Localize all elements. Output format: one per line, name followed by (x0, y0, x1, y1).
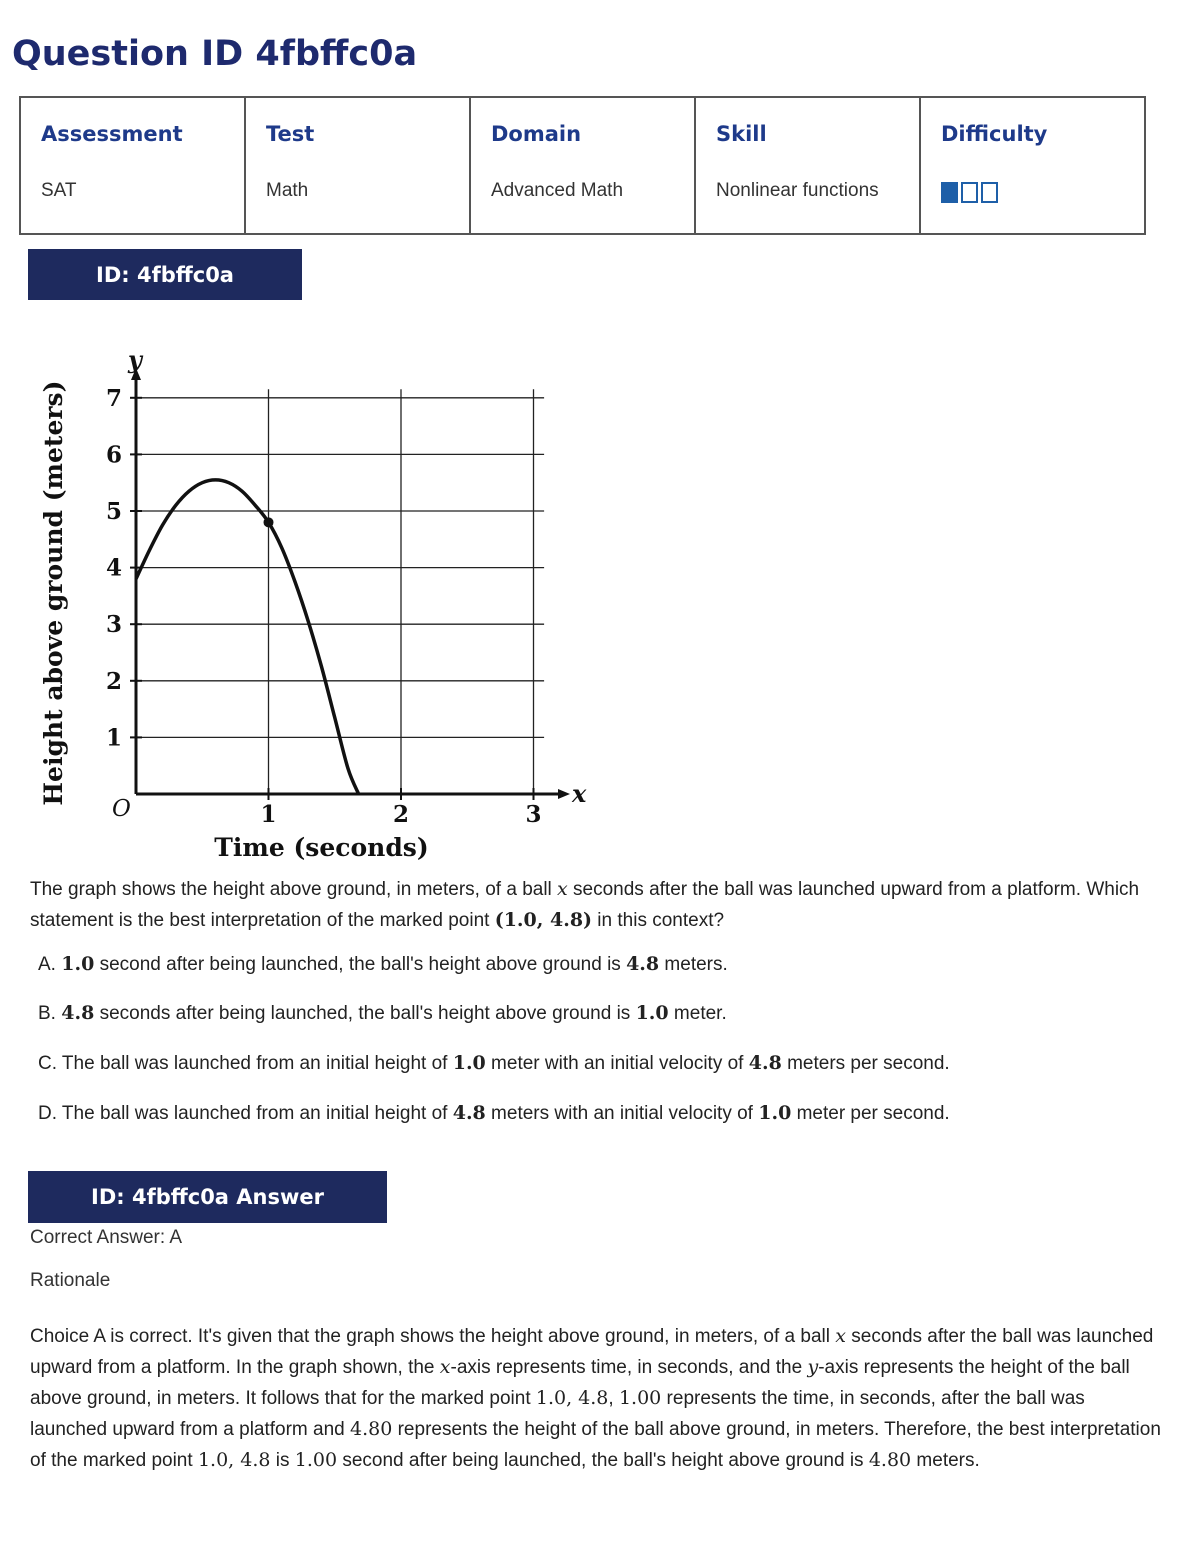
rationale-part: represents the time, in seconds, after the ball was launched upward from a platform and (30, 1388, 1085, 1440)
choice-number: 1.0 (61, 953, 95, 975)
difficulty-cell (920, 97, 1145, 234)
choice-text: The ball was launched from an initial height of (57, 1103, 453, 1124)
x-axis-arrow (558, 789, 570, 799)
choice-text: The ball was launched from an initial height of (57, 1053, 453, 1074)
rationale-math: 4.80 (868, 1449, 912, 1471)
question-id-banner: ID: 4fbffc0a (28, 249, 302, 300)
rationale-math: 1.00 (294, 1449, 338, 1471)
marked-point (264, 517, 274, 527)
x-tick-label: 2 (392, 801, 410, 828)
choice-number: 1.0 (635, 1002, 669, 1024)
y-tick-label: 5 (105, 498, 122, 525)
choice-text: second after being launched, the ball's height above ground is (94, 954, 627, 975)
rationale-part: second after being launched, the ball's height above ground is (337, 1450, 869, 1471)
choice-text: meters. (659, 954, 728, 975)
question-text-part: in this context? (592, 910, 725, 931)
choice-number: 4.8 (626, 953, 660, 975)
rationale-part: meters. (911, 1450, 980, 1471)
rationale-math: 1.0, 4.8 (197, 1449, 271, 1471)
choice-number: 1.0 (758, 1102, 792, 1124)
choice-letter: B. (38, 1003, 56, 1024)
question-metadata-table (19, 96, 1146, 235)
page-title: Question ID 4fbffc0a (12, 34, 418, 74)
y-tick-label: 4 (105, 554, 122, 582)
y-tick-label: 6 (105, 441, 122, 469)
choice-text: meter per second. (791, 1103, 950, 1124)
rationale-text (30, 1321, 1165, 1476)
skill-cell (695, 97, 920, 234)
y-tick-label: 3 (105, 611, 122, 639)
rationale-math: 1.0, 4.8 (535, 1387, 609, 1409)
rationale-part: -axis represents time, in seconds, and the (450, 1357, 808, 1378)
answer-id-banner: ID: 4fbffc0a Answer (28, 1171, 387, 1223)
choice-text: meter. (668, 1003, 727, 1024)
domain-cell (470, 97, 695, 234)
x-axis-symbol: x (572, 779, 587, 808)
question-text-part: seconds after the ball was launched upward from a platform. Which statement is the best interpretation of the marked point (30, 879, 1140, 931)
choice-number: 4.8 (61, 1002, 95, 1024)
rationale-variable: x (835, 1325, 846, 1347)
rationale-part: -axis represents the height of the ball above ground, in meters. It follows that for the marked point (30, 1357, 1130, 1409)
rationale-math: 4.80 (350, 1418, 393, 1440)
rationale-variable: y (807, 1356, 819, 1378)
test-cell (245, 97, 470, 234)
question-text (30, 874, 1140, 936)
choice-text: seconds after being launched, the ball's height above ground is (94, 1003, 636, 1024)
choice-number: 4.8 (748, 1052, 782, 1074)
assessment-value: SAT (41, 180, 77, 201)
question-point: (1.0, 4.8) (494, 909, 593, 931)
choice-c[interactable] (38, 1052, 950, 1075)
question-variable: x (557, 878, 568, 900)
correct-answer: Correct Answer: A (30, 1227, 183, 1248)
choice-text: meters with an initial velocity of (485, 1103, 759, 1124)
origin-label: O (112, 796, 131, 822)
rationale-variable: x (439, 1356, 451, 1378)
rationale-part: , (608, 1388, 619, 1409)
rationale-part: Choice A is correct. It's given that the graph shows the height above ground, in meters, of a ball (30, 1326, 836, 1347)
difficulty-box (941, 182, 958, 203)
skill-value: Nonlinear functions (716, 180, 879, 201)
choice-b[interactable] (38, 1002, 727, 1025)
y-tick-label: 1 (105, 724, 122, 752)
rationale-part: represents the height of the ball above ground, in meters. Therefore, the best interpretation of the marked point (30, 1419, 1161, 1471)
assessment-label: Assessment (41, 122, 183, 146)
height-curve (136, 480, 359, 794)
choice-a[interactable] (38, 953, 728, 976)
choice-letter: A. (38, 954, 56, 975)
domain-label: Domain (491, 122, 582, 146)
chart-ticks (106, 385, 542, 828)
rationale-math: 1.00 (618, 1387, 662, 1409)
rationale-part: seconds after the ball was launched upward from a platform. In the graph shown, the (30, 1326, 1154, 1378)
x-tick-label: 1 (260, 801, 277, 828)
choice-d[interactable] (38, 1102, 950, 1125)
test-label: Test (266, 122, 315, 146)
difficulty-label: Difficulty (941, 122, 1048, 146)
choice-text: meters per second. (781, 1053, 950, 1074)
skill-label: Skill (716, 122, 767, 146)
height-time-graph (30, 340, 590, 865)
difficulty-box (981, 182, 998, 203)
y-axis-label: Height above ground (meters) (39, 380, 68, 806)
difficulty-box (961, 182, 978, 203)
choice-letter: D. (38, 1103, 57, 1124)
choice-text: meter with an initial velocity of (485, 1053, 749, 1074)
test-value: Math (266, 180, 309, 201)
rationale-label: Rationale (30, 1270, 111, 1291)
x-tick-label: 3 (525, 801, 542, 828)
domain-value: Advanced Math (491, 180, 624, 201)
assessment-cell (20, 97, 245, 234)
choice-number: 1.0 (452, 1052, 486, 1074)
y-tick-label: 7 (105, 384, 122, 412)
y-axis-symbol: y (128, 344, 142, 374)
chart-axes (131, 368, 570, 799)
question-text-part: The graph shows the height above ground, in meters, of a ball (30, 879, 558, 900)
rationale-part: is (270, 1450, 295, 1471)
difficulty-indicator (941, 182, 1124, 203)
choice-letter: C. (38, 1053, 57, 1074)
y-tick-label: 2 (105, 667, 122, 695)
choice-number: 4.8 (452, 1102, 486, 1124)
x-axis-label: Time (seconds) (214, 833, 429, 862)
